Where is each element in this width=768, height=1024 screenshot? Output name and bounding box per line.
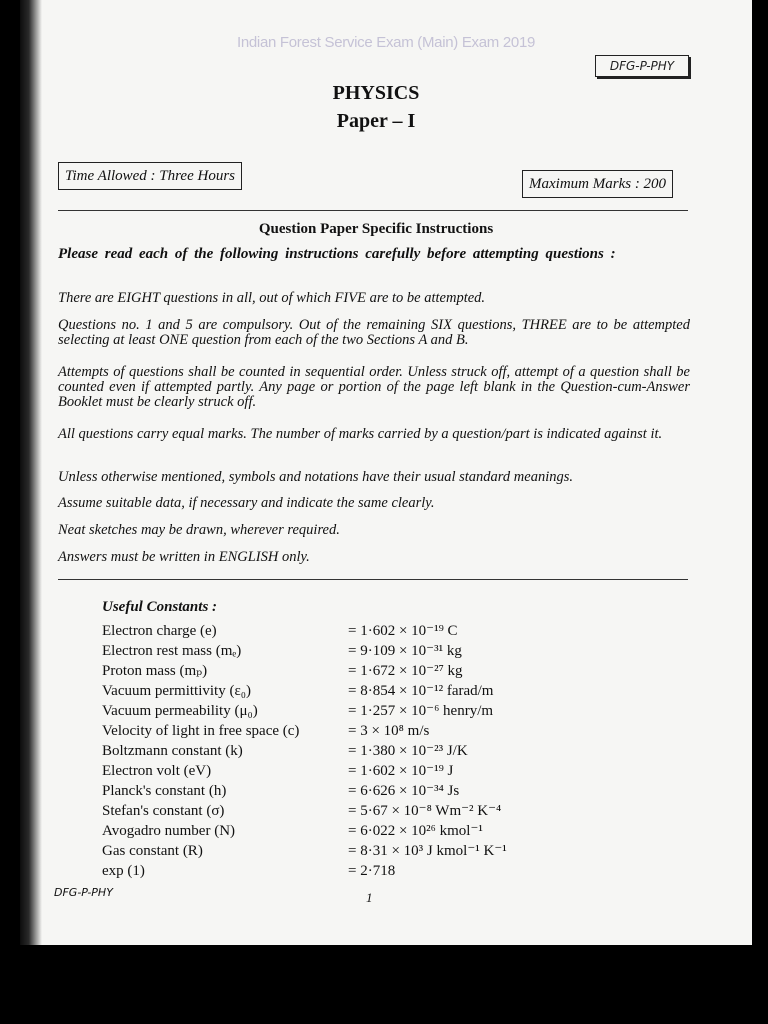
constant-row (102, 781, 662, 801)
instructions-intro: Please read each of the following instructions carefully before attempting questions : (58, 246, 616, 262)
constant-value: = 1·257 × 10⁻⁶ henry/m (348, 703, 494, 719)
instruction-item: Attempts of questions shall be counted in sequential order. Unless struck off, attempt of a question shall be counted even if attempted partly. Any page or portion of the page left blank in the Question-cum-Answer Booklet must be clearly struck off. (58, 364, 690, 410)
exam-page (20, 0, 752, 945)
constant-name: Electron rest mass (mₑ) (102, 643, 242, 659)
constant-value: = 9·109 × 10⁻³¹ kg (348, 643, 462, 659)
constant-row (102, 821, 662, 841)
constant-value: = 8·854 × 10⁻¹² farad/m (348, 683, 494, 699)
paper-code-box: DFG-P-PHY (595, 55, 689, 77)
constant-row (102, 681, 662, 701)
constant-row (102, 661, 662, 681)
constant-name: Electron volt (eV) (102, 763, 212, 779)
constant-value: = 6·022 × 10²⁶ kmol⁻¹ (348, 823, 483, 839)
constant-row (102, 621, 662, 641)
time-allowed-text: Time Allowed : Three Hours (65, 168, 236, 184)
page-number: 1 (366, 890, 373, 905)
instruction-item: Answers must be written in ENGLISH only. (58, 549, 310, 565)
max-marks-box (522, 170, 673, 198)
constant-name: Vacuum permeability (μ₀) (102, 703, 258, 719)
watermark: Indian Forest Service Exam (Main) Exam 2019 (236, 34, 536, 51)
constant-row (102, 861, 662, 881)
constant-value: = 1·672 × 10⁻²⁷ kg (348, 663, 463, 679)
constant-value: = 2·718 (348, 863, 396, 879)
instruction-item: Neat sketches may be drawn, wherever required. (58, 522, 340, 538)
instruction-item: Unless otherwise mentioned, symbols and notations have their usual standard meanings. (58, 469, 573, 485)
instruction-item: Questions no. 1 and 5 are compulsory. Out of the remaining SIX questions, THREE are to be attempted selecting at least ONE question from each of the two Sections A and B. (58, 317, 690, 348)
constant-value: = 1·602 × 10⁻¹⁹ J (348, 763, 454, 779)
constant-value: = 3 × 10⁸ m/s (348, 723, 430, 739)
constant-name: Gas constant (R) (102, 843, 203, 859)
constant-row (102, 741, 662, 761)
time-allowed-box (58, 162, 242, 190)
constant-row (102, 801, 662, 821)
constant-name: Velocity of light in free space (c) (102, 723, 300, 739)
constant-value: = 5·67 × 10⁻⁸ Wm⁻² K⁻⁴ (348, 803, 502, 819)
scan-edge (20, 0, 42, 945)
constant-name: Vacuum permittivity (ε₀) (102, 683, 251, 699)
constant-value: = 1·380 × 10⁻²³ J/K (348, 743, 468, 759)
constant-row (102, 841, 662, 861)
constant-value: = 1·602 × 10⁻¹⁹ C (348, 623, 458, 639)
constant-row (102, 761, 662, 781)
constant-name: Avogadro number (N) (102, 823, 236, 839)
constant-name: Planck's constant (h) (102, 783, 227, 799)
divider-bottom (58, 579, 688, 580)
constant-row (102, 701, 662, 721)
instructions-heading: Question Paper Specific Instructions (258, 221, 494, 237)
subject-title: PHYSICS (332, 82, 420, 104)
constant-name: Proton mass (mₚ) (102, 663, 208, 679)
constant-name: Stefan's constant (σ) (102, 803, 225, 819)
constants-title: Useful Constants : (102, 599, 218, 615)
constant-name: Electron charge (e) (102, 623, 217, 639)
max-marks-text: Maximum Marks : 200 (529, 176, 667, 192)
constant-row (102, 641, 662, 661)
constant-value: = 8·31 × 10³ J kmol⁻¹ K⁻¹ (348, 843, 507, 859)
constant-value: = 6·626 × 10⁻³⁴ Js (348, 783, 460, 799)
instruction-item: All questions carry equal marks. The number of marks carried by a question/part is indicated against it. (58, 426, 663, 442)
paper-title: Paper – I (336, 110, 416, 132)
constant-name: exp (1) (102, 863, 145, 879)
constant-name: Boltzmann constant (k) (102, 743, 243, 759)
footer-paper-code: DFG-P-PHY (54, 886, 113, 899)
divider-top (58, 210, 688, 211)
instruction-item: Assume suitable data, if necessary and indicate the same clearly. (58, 495, 435, 511)
instruction-item: There are EIGHT questions in all, out of which FIVE are to be attempted. (58, 290, 486, 306)
constant-row (102, 721, 662, 741)
